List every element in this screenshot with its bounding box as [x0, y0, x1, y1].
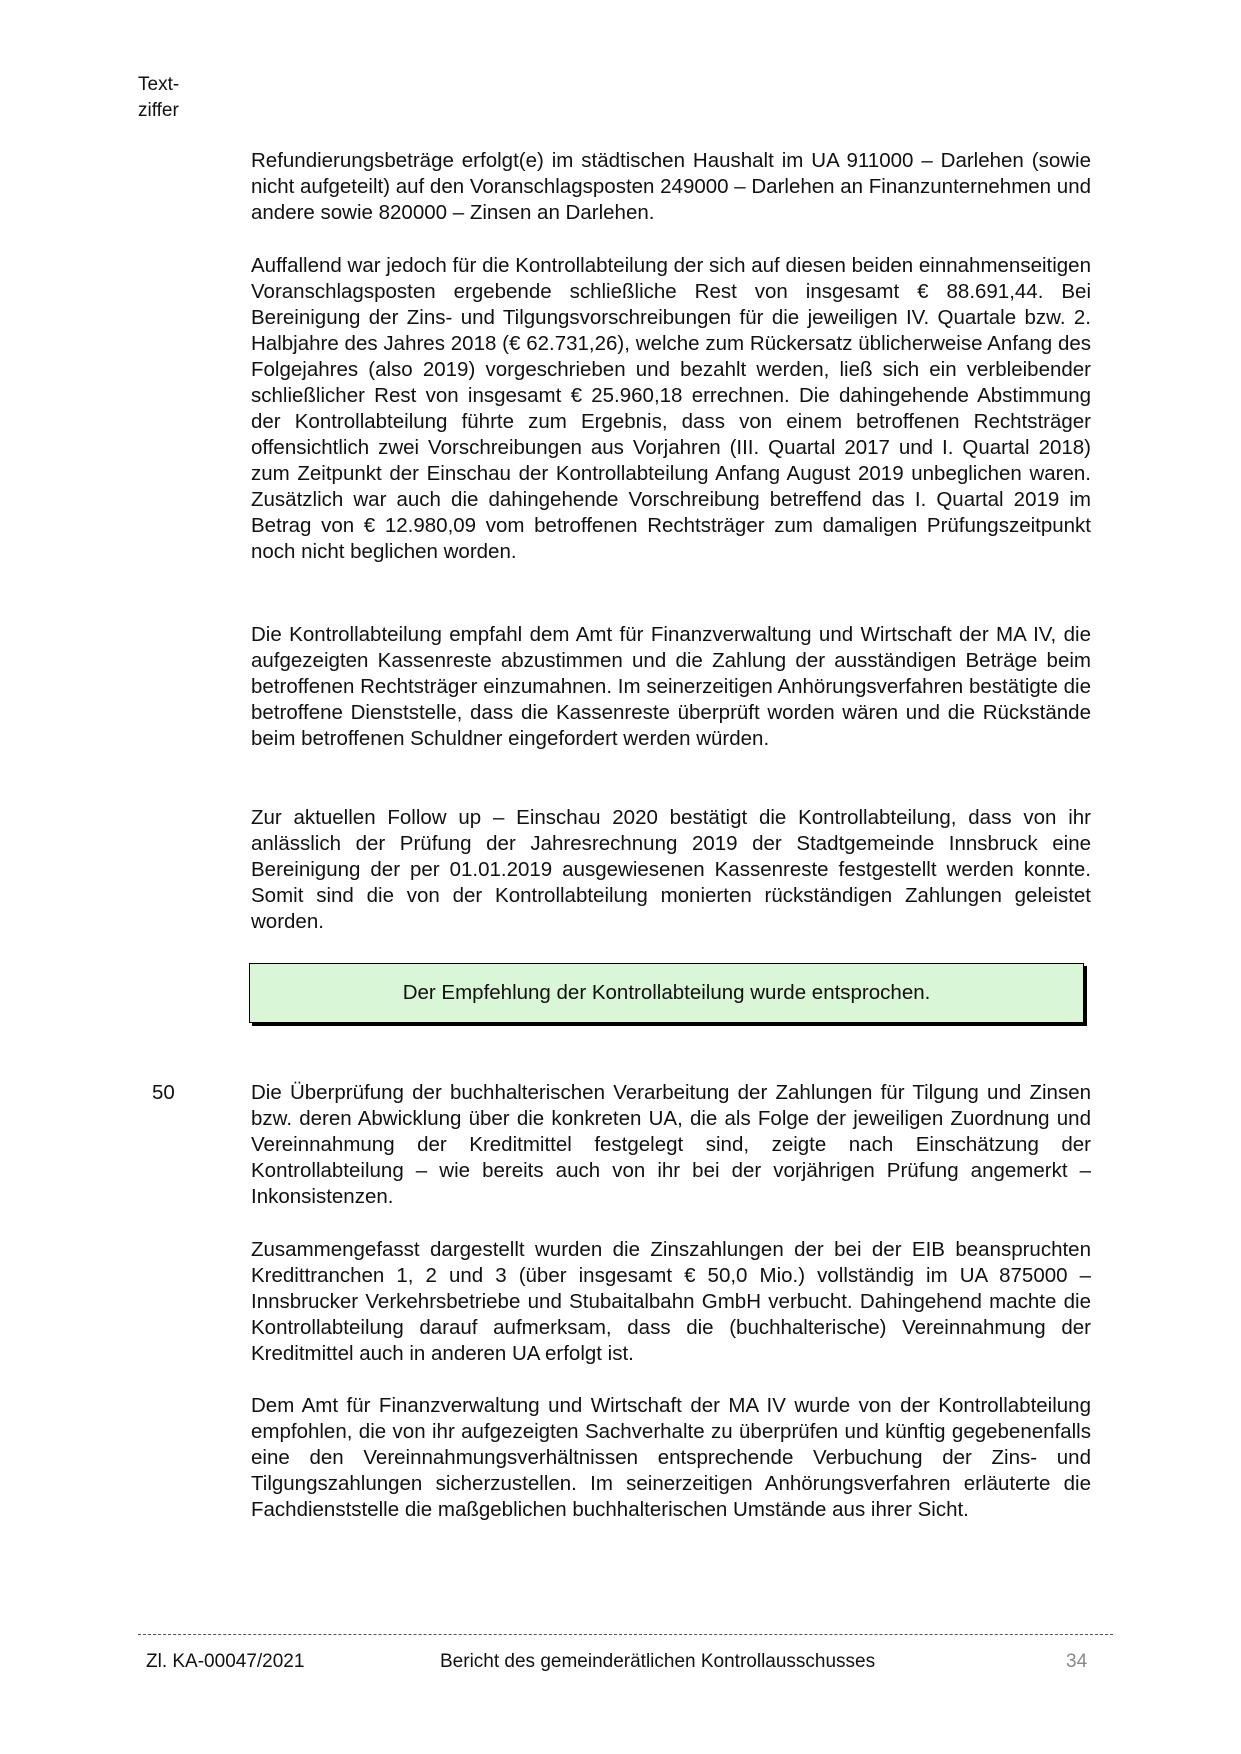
- margin-label: [138, 72, 179, 124]
- section-number: 50: [152, 1081, 175, 1104]
- paragraph-follow-up: Zur aktuellen Follow up – Einschau 2020 bestätigt die Kontrollabteilung, dass von ihr anlässlich der Prüfung der Jahresrechnung 2019 der Stadtgemeinde Innsbruck eine Bereinigung der per 01.01.2019 ausgewiesenen Kassenreste festgestellt werden konnte. Somit sind die von der Kontrollabteilung monierten rückständigen Zahlungen geleistet worden.: [251, 806, 1091, 933]
- paragraph-amt-empfehlung: Dem Amt für Finanzverwaltung und Wirtschaft der MA IV wurde von der Kontrollabteilung empfohlen, die von ihr aufgezeigten Sachverhalte zu überprüfen und künftig gegebenenfalls eine den Vereinnahmungsverhältnissen entsprechende Verbuchung der Zins- und Tilgungszahlungen sicherzustellen. Im seinerzeitigen Anhörungsverfahren erläuterte die Fachdienststelle die maßgeblichen buchhalterischen Umstände aus ihrer Sicht.: [251, 1394, 1091, 1521]
- callout-text: Der Empfehlung der Kontrollabteilung wurde entsprochen.: [402, 981, 931, 1004]
- page-number: 34: [1066, 1651, 1088, 1672]
- footer-title: Bericht des gemeinderätlichen Kontrollausschusses: [440, 1651, 876, 1672]
- paragraph-empfehlung: Die Kontrollabteilung empfahl dem Amt für Finanzverwaltung und Wirtschaft der MA IV, die aufgezeigten Kassenreste abzustimmen und die Zahlung der ausständigen Beträge beim betroffenen Rechtsträger einzumahnen. Im seinerzeitigen Anhörungsverfahren bestätigte die betroffene Dienststelle, dass die Kassenreste überprüft worden wären und die Rückstände beim betroffenen Schuldner eingefordert werden würden.: [251, 623, 1091, 750]
- paragraph-zusammengefasst: Zusammengefasst dargestellt wurden die Zinszahlungen der bei der EIB beanspruchten Kredittranchen 1, 2 und 3 (über insgesamt € 50,0 Mio.) vollständig im UA 875000 – Innsbrucker Verkehrsbetriebe und Stubaitalbahn GmbH verbucht. Dahingehend machte die Kontrollabteilung darauf aufmerksam, dass die (buchhalterische) Vereinnahmung der Kreditmittel auch in anderen UA erfolgt ist.: [251, 1238, 1091, 1365]
- paragraph-auffallend: Auffallend war jedoch für die Kontrollabteilung der sich auf diesen beiden einnahmenseitigen Voranschlagsposten ergebende schließliche Rest von insgesamt € 88.691,44. Bei Bereinigung der Zins- und Tilgungsvorschreibungen für die jeweiligen IV. Quartale bzw. 2. Halbjahre des Jahres 2018 (€ 62.731,26), welche zum Rückersatz üblicherweise Anfang des Folgejahres (also 2019) vorgeschrieben und bezahlt werden, ließ sich ein verbleibender schließlicher Rest von insgesamt € 25.960,18 errechnen. Die dahingehende Abstimmung der Kontrollabteilung führte zum Ergebnis, dass von einem betroffenen Rechtsträger offensichtlich zwei Vorschreibungen aus Vorjahren (III. Quartal 2017 und I. Quartal 2018) zum Zeitpunkt der Einschau der Kontrollabteilung Anfang August 2019 unbeglichen waren. Zusätzlich war auch die dahingehende Vorschreibung betreffend das I. Quartal 2019 im Betrag von € 12.980,09 vom betroffenen Rechtsträger zum damaligen Prüfungszeitpunkt noch nicht beglichen worden.: [251, 254, 1091, 563]
- margin-label-line2: ziffer: [138, 100, 179, 121]
- margin-label-line1: Text-: [138, 74, 180, 95]
- recommendation-callout: [249, 963, 1084, 1023]
- footer-reference: Zl. KA-00047/2021: [146, 1651, 305, 1672]
- paragraph-ueberpruefung: Die Überprüfung der buchhalterischen Verarbeitung der Zahlungen für Tilgung und Zinsen bzw. deren Abwicklung über die konkreten UA, die als Folge der jeweiligen Zuordnung und Vereinnahmung der Kreditmittel festgelegt sind, zeigte nach Einschätzung der Kontrollabteilung – wie bereits auch von ihr bei der vorjährigen Prüfung angemerkt – Inkonsistenzen.: [251, 1081, 1091, 1208]
- paragraph-refundierung: Refundierungsbeträge erfolgt(e) im städtischen Haushalt im UA 911000 – Darlehen (sowie nicht aufgeteilt) auf den Voranschlagsposten 249000 – Darlehen an Finanzunternehmen und andere sowie 820000 – Zinsen an Darlehen.: [251, 149, 1091, 224]
- footer-divider: [138, 1634, 1113, 1635]
